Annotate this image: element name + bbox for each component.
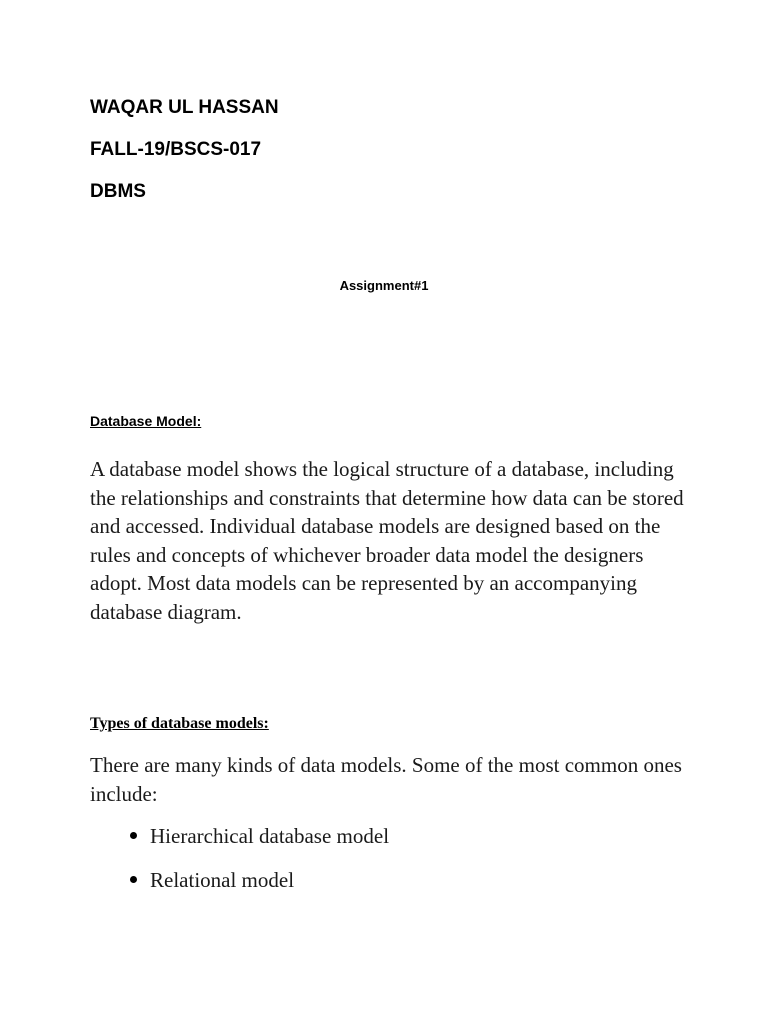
- list-item: [130, 866, 389, 910]
- section-heading-database-model: Database Model:: [90, 413, 202, 429]
- database-model-paragraph: A database model shows the logical structure of a database, including the relationships and constraints that determine how data can be stored and accessed. Individual database models are designed based on the rules and concepts of whichever broader data model the designers adopt. Most data models can be represented by an accompanying database diagram.: [90, 457, 684, 624]
- student-name: WAQAR UL HASSAN: [90, 97, 279, 118]
- list-item: [130, 822, 389, 866]
- assignment-title: Assignment#1: [339, 278, 429, 293]
- list-item-label: Hierarchical database model: [150, 824, 390, 848]
- course-name: DBMS: [90, 181, 146, 202]
- bullet-icon: [130, 876, 137, 883]
- list-item-label: Relational model: [150, 868, 295, 892]
- roll-number: FALL-19/BSCS-017: [90, 139, 262, 160]
- section-heading-types-of-models: Types of database models:: [90, 715, 269, 732]
- model-types-list: [130, 822, 389, 910]
- bullet-icon: [130, 832, 137, 839]
- types-intro-paragraph: There are many kinds of data models. Some of the most common ones include:: [90, 753, 682, 806]
